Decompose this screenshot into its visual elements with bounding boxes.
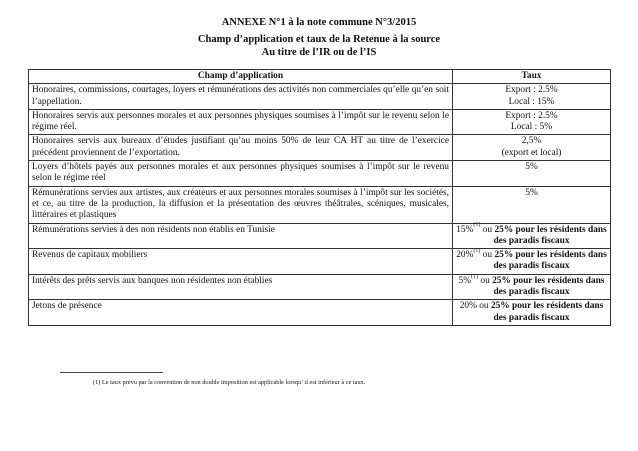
rate-line: 5% [525, 187, 538, 198]
rate-cell [453, 186, 611, 223]
tax-haven-rate: 25% pour les résidents dans des paradis fiscaux [493, 224, 607, 246]
column-header-rate: Taux [453, 70, 611, 84]
column-header-scope: Champ d’application [29, 70, 453, 84]
scope-cell: Intérêts des prêts servis aux banques non résidentes non établies [29, 274, 453, 300]
rate-connector: ou [482, 224, 493, 235]
table-row [29, 274, 611, 300]
table-row [29, 135, 611, 161]
scope-cell: Rémunérations servies aux artistes, aux créateurs et aux personnes morales soumises à l’impôt sur les sociétés, et ce, au titre de la production, la diffusion et la présentation des œuvres théâtrales, scéniques, musicales, littéraires et plastiques [29, 186, 453, 223]
annex-title: ANNEXE N°1 à la note commune N°3/2015 [221, 17, 417, 28]
scope-cell: Rémunérations servies à des non résidents non établis en Tunisie [29, 223, 453, 249]
rate-connector: ou [482, 250, 493, 261]
rate-cell [453, 109, 611, 135]
scope-cell: Revenus de capitaux mobiliers [29, 249, 453, 275]
scope-cell: Honoraires, commissions, courtages, loyers et rémunérations des activités non commerciales qu’elle qu’en soit l’appellation. [29, 84, 453, 110]
withholding-rate-table [28, 69, 611, 326]
rate-cell [453, 300, 611, 326]
rate-value: 5% [458, 275, 472, 286]
rate-line: Export : 2.5% [505, 110, 558, 121]
table-row [29, 109, 611, 135]
rate-value: 20% [456, 250, 474, 261]
tax-haven-rate: 25% pour les résidents dans des paradis fiscaux [492, 275, 605, 298]
scope-cell: Jetons de présence [29, 300, 453, 326]
rate-cell [453, 274, 611, 300]
rate-cell [453, 161, 611, 187]
rate-line: Export : 2.5% [505, 85, 558, 96]
rate-line: (export et local) [501, 147, 562, 158]
footnote-ref: (1) [473, 222, 481, 229]
rate-cell [453, 223, 611, 249]
rate-cell [453, 84, 611, 110]
footnote-divider [60, 372, 163, 373]
table-row [29, 161, 611, 187]
table-row [29, 300, 611, 326]
rate-connector: ou [480, 275, 490, 286]
table-row [29, 249, 611, 275]
tax-haven-rate: 25% pour les résidents dans des paradis fiscaux [490, 301, 604, 323]
rate-line: 5% [525, 162, 538, 173]
rate-line: Local : 15% [508, 96, 555, 107]
table-header-row [29, 70, 611, 84]
scope-cell: Loyers d’hôtels payés aux personnes morales et aux personnes physiques soumises à l’impôt sur le revenu selon le régime réel [29, 161, 453, 187]
footnote-ref: (1) [473, 248, 481, 255]
rate-line: 2,5% [521, 136, 542, 147]
rate-connector: ou [479, 301, 489, 312]
scope-cell: Honoraires servis aux bureaux d’études justifiant qu’au moins 50% de leur CA HT au titre de l’exercice précédent proviennent de l’exportation. [29, 135, 453, 161]
annex-subtitle-scope: Au titre de l’IR ou de l’IS [261, 47, 377, 58]
table-row [29, 223, 611, 249]
rate-value: 20% [459, 301, 477, 312]
rate-line: Local : 5% [510, 122, 553, 133]
footnote-ref: (1) [471, 273, 479, 280]
rate-value: 15% [456, 224, 474, 235]
rate-cell [453, 249, 611, 275]
tax-haven-rate: 25% pour les résidents dans des paradis fiscaux [493, 250, 607, 272]
table-row [29, 84, 611, 110]
table-row [29, 186, 611, 223]
footnote-text: (1) Le taux prévu par la convention de non double imposition est applicable lorsqu’ il est inférieur à ce taux. [93, 379, 366, 386]
annex-subtitle: Champ d’application et taux de la Retenue à la source [197, 34, 441, 45]
rate-cell [453, 135, 611, 161]
scope-cell: Honoraires servis aux personnes morales et aux personnes physiques soumises à l’impôt sur le revenu selon le régime réel. [29, 109, 453, 135]
